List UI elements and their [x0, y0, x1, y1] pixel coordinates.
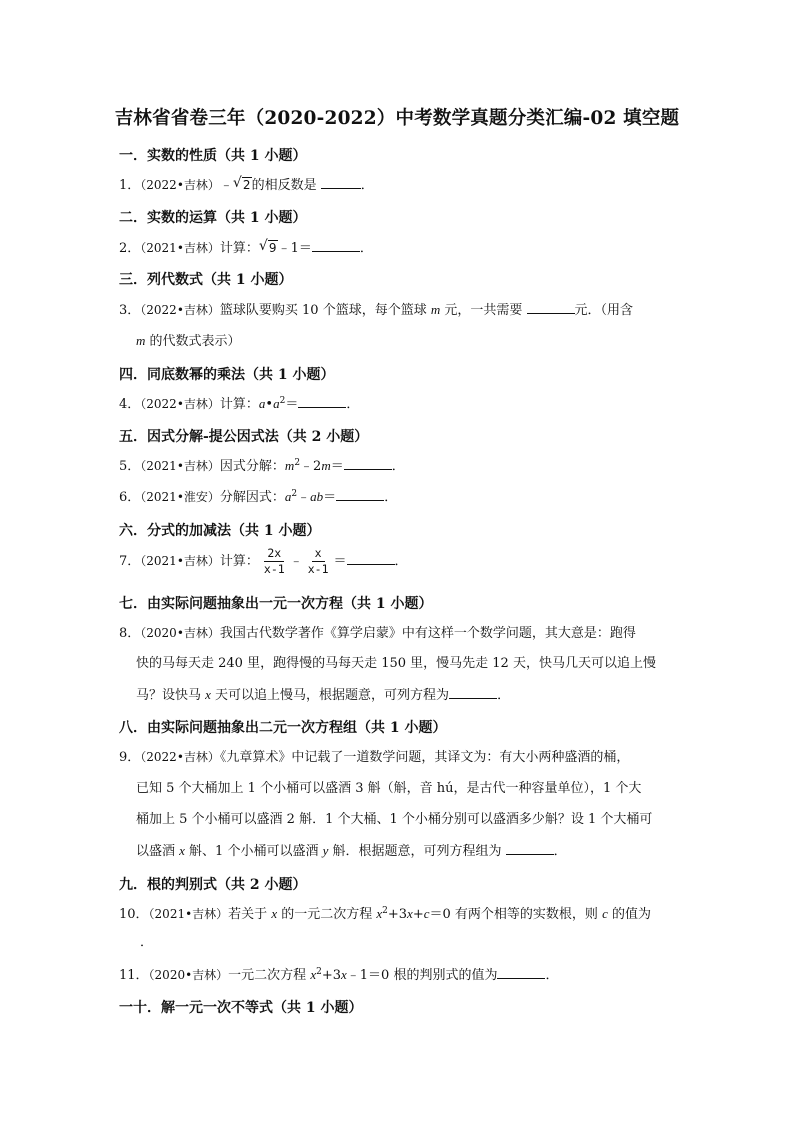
- fraction: $\frac{2x}{x-1}$: [263, 546, 285, 576]
- question-number: 3．: [119, 303, 141, 318]
- section-heading-4: 四．同底数幂的乘法（共 1 小题）: [119, 367, 335, 383]
- page-title: 吉林省省卷三年（2020-2022）中考数学真题分类汇编-02 填空题: [114, 108, 680, 129]
- question-source: （2020•吉林）: [140, 626, 220, 640]
- answer-blank[interactable]: [344, 457, 392, 470]
- section-heading-5: 五．因式分解-提公因式法（共 2 小题）: [119, 429, 369, 445]
- question-number: 9．: [119, 750, 141, 765]
- question-source: （2021•吉林）: [140, 459, 220, 473]
- question-source: （2020•吉林）: [148, 968, 229, 982]
- section-heading-7: 七．由实际问题抽象出一元一次方程（共 1 小题）: [119, 596, 433, 612]
- section-heading-9: 九．根的判别式（共 2 小题）: [119, 877, 307, 893]
- question-number: 1．: [119, 178, 141, 193]
- question-source: （2022•吉林）: [140, 750, 220, 764]
- question-number: 8．: [119, 626, 141, 641]
- question-number: 5．: [119, 459, 141, 474]
- sqrt-expression: √ 2: [232, 175, 251, 192]
- question-9-line-4: 以盛酒 x 斛、1 个小桶可以盛酒 y 斛．根据题意，可列方程组为 ．: [136, 843, 567, 859]
- answer-blank[interactable]: [449, 686, 497, 699]
- question-8-line-3: 马？设快马 x 天可以追上慢马，根据题意，可列方程为 ．: [136, 687, 511, 703]
- question-1: 1．（2022•吉林）﹣ √ 2的相反数是 ．: [119, 175, 374, 193]
- question-number: 11．: [119, 968, 149, 983]
- question-source: （2022•吉林）: [140, 178, 220, 192]
- answer-blank[interactable]: [497, 966, 545, 979]
- question-source: （2021•吉林）: [148, 907, 229, 921]
- question-3: 3．（2022•吉林）篮球队要购买 10 个篮球，每个篮球 m 元，一共需要 元．（用含: [119, 302, 634, 318]
- question-3-continued: m 的代数式表示）: [136, 333, 241, 349]
- question-number: 7．: [119, 554, 141, 569]
- question-9-line-2: 已知 5 个大桶加上 1 个小桶可以盛酒 3 斛（斛，音 hú，是古代一种容量单位），1 个大: [136, 781, 642, 796]
- question-source: （2021•吉林）: [140, 554, 220, 568]
- fraction: $\frac{x}{x-1}$: [307, 546, 329, 576]
- question-5: 5．（2021•吉林）因式分解：$m^2﹣2m=$ ．: [119, 458, 405, 474]
- question-8: 8．（2020•吉林）我国古代数学著作《算学启蒙》中有这样一个数学问题，其大意是：跑得: [119, 626, 636, 641]
- answer-blank[interactable]: [298, 395, 346, 408]
- section-heading-3: 三．列代数式（共 1 小题）: [119, 272, 293, 288]
- question-text: 的相反数是: [251, 178, 317, 193]
- answer-blank[interactable]: [312, 239, 360, 252]
- question-source: （2022•吉林）: [140, 397, 220, 411]
- question-number: 10．: [119, 907, 149, 922]
- section-heading-6: 六．分式的加减法（共 1 小题）: [119, 523, 321, 539]
- answer-blank[interactable]: [506, 842, 554, 855]
- sqrt-expression: √ 9: [258, 238, 277, 255]
- question-10-continued: ．: [140, 935, 154, 950]
- section-heading-10: 一十．解一元一次不等式（共 1 小题）: [119, 1000, 363, 1016]
- question-10: 10．（2021•吉林）若关于 x 的一元二次方程 $x^2+3x+c=0$ 有两个相等的实数根，则 c 的值为: [119, 906, 651, 922]
- question-9-line-3: 桶加上 5 个小桶可以盛酒 2 斛．1 个大桶、1 个小桶分别可以盛酒多少斛？设 1 个大桶可: [136, 812, 653, 827]
- answer-blank[interactable]: [321, 176, 361, 189]
- answer-blank[interactable]: [527, 301, 575, 314]
- question-source: （2021•淮安）: [140, 490, 220, 504]
- section-heading-8: 八．由实际问题抽象出二元一次方程组（共 1 小题）: [119, 720, 447, 736]
- question-7: 7．（2021•吉林）计算： $\frac{2x}{x-1}$ ﹣ $\frac{x}{x-1}$ ＝ ．: [119, 546, 408, 576]
- question-2: 2．（2021•吉林）计算： √ 9﹣1＝ ．: [119, 238, 373, 256]
- question-number: 2．: [119, 241, 141, 256]
- section-heading-2: 二．实数的运算（共 1 小题）: [119, 210, 307, 226]
- question-9: 9．（2022•吉林）《九章算术》中记载了一道数学问题，其译文为：有大小两种盛酒的桶，: [119, 750, 630, 765]
- answer-blank[interactable]: [347, 552, 395, 565]
- question-source: （2021•吉林）: [140, 241, 220, 255]
- section-heading-1: 一．实数的性质（共 1 小题）: [119, 148, 307, 164]
- question-text: ﹣: [219, 178, 233, 193]
- question-11: 11．（2020•吉林）一元二次方程 $x^2+3x﹣1=0$ 根的判别式的值为 ．: [119, 967, 559, 983]
- question-source: （2022•吉林）: [140, 303, 220, 317]
- question-8-line-2: 快的马每天走 240 里，跑得慢的马每天走 150 里，慢马先走 12 天，快马几天可以追上慢: [136, 656, 656, 671]
- question-6: 6．（2021•淮安）分解因式：$a^2﹣ab=$ ．: [119, 489, 398, 505]
- answer-blank[interactable]: [336, 488, 384, 501]
- question-number: 4．: [119, 397, 141, 412]
- question-number: 6．: [119, 490, 141, 505]
- question-4: 4．（2022•吉林）计算：$a•a^2=$ ．: [119, 396, 360, 412]
